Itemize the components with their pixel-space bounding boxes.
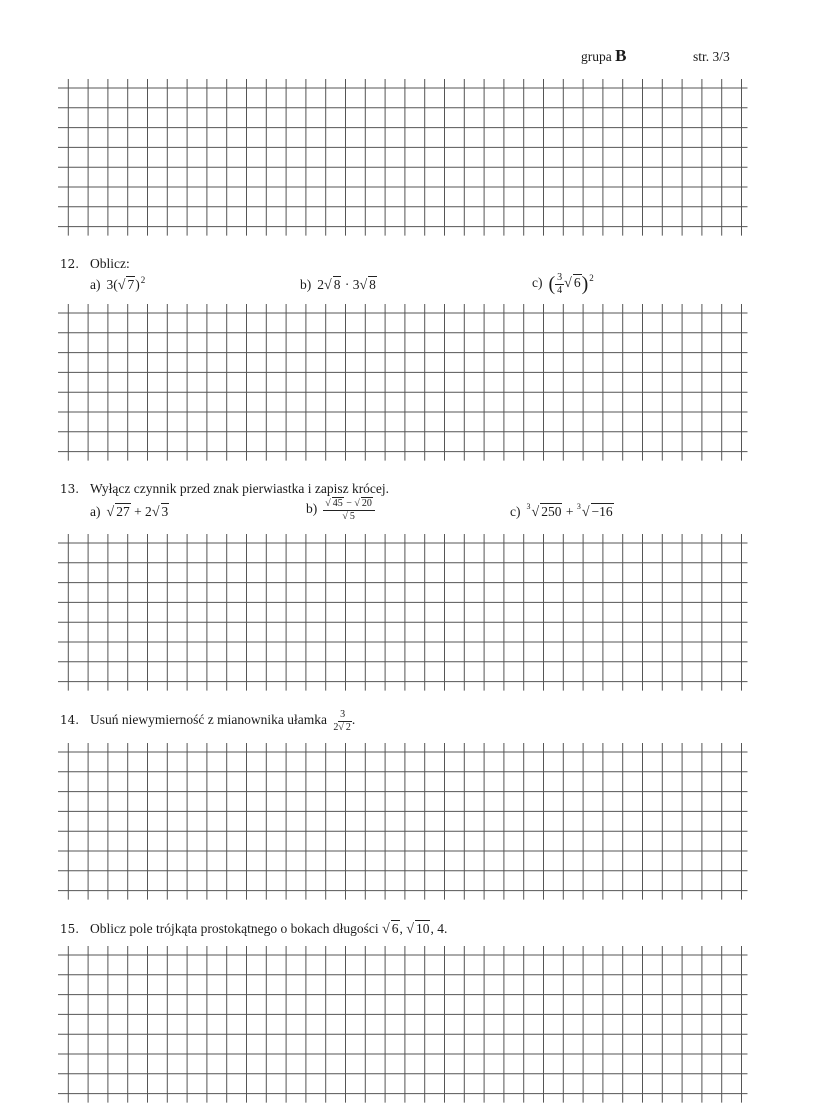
radicand: 27 <box>116 504 130 519</box>
sqrt-icon: √ <box>106 505 115 520</box>
expr-part: , 4. <box>430 921 448 936</box>
exponent: 2 <box>140 275 146 285</box>
sqrt-icon: √ <box>342 510 348 522</box>
item-label: b) <box>300 277 312 292</box>
sqrt-icon: √ <box>354 498 360 509</box>
question-14 <box>60 709 355 733</box>
q13-item-a <box>90 504 169 522</box>
denominator <box>333 722 352 734</box>
numerator: 3 <box>340 709 346 720</box>
radicand: 8 <box>369 277 376 292</box>
radicand: 6 <box>391 921 399 936</box>
group-letter: B <box>615 46 627 65</box>
expr-part: ( <box>548 273 556 296</box>
sqrt-icon: √ <box>325 498 331 509</box>
question-number: 13. <box>60 482 80 496</box>
item-label: c) <box>532 275 543 291</box>
expr-part: + <box>562 504 577 519</box>
radicand: 10 <box>415 921 430 936</box>
expr-part: 3 <box>352 277 360 292</box>
expr-part: 2 <box>333 721 339 733</box>
radicand: 7 <box>127 277 135 292</box>
expr-part: ) <box>581 273 589 296</box>
cube-root-icon: √ <box>581 505 590 520</box>
q12-item-a <box>90 277 145 295</box>
question-number: 15. <box>60 922 80 936</box>
radicand: 5 <box>349 510 355 522</box>
radicand: 45 <box>332 498 343 509</box>
question-text: Oblicz pole trójkąta prostokątnego o bokach długości <box>90 921 379 936</box>
radicand: 3 <box>161 504 169 519</box>
sqrt-icon: √ <box>564 276 572 292</box>
page-number: str. 3/3 <box>693 49 730 64</box>
numerator: 3 <box>557 272 563 283</box>
expr-part: , <box>399 921 403 936</box>
radicand: −16 <box>591 504 613 519</box>
root-index: 3 <box>576 502 581 511</box>
fraction <box>323 498 375 522</box>
expr-part: · <box>341 277 353 292</box>
question-number: 12. <box>60 257 80 271</box>
q12-item-c <box>532 272 594 296</box>
q13-item-c <box>510 504 614 522</box>
group-label: grupa <box>581 49 612 64</box>
root-index: 3 <box>526 502 531 511</box>
sqrt-icon: √ <box>406 922 414 937</box>
sqrt-icon: √ <box>117 278 126 293</box>
question-13 <box>60 481 389 497</box>
expr-part: . <box>351 712 356 728</box>
item-label: b) <box>306 501 318 517</box>
denominator: 4 <box>557 284 563 296</box>
question-text: Oblicz: <box>90 256 130 271</box>
radicand: 8 <box>333 277 341 292</box>
cube-root-icon: √ <box>531 505 540 520</box>
numerator <box>323 498 375 511</box>
expr-part: ) <box>135 277 140 292</box>
question-15 <box>60 921 447 939</box>
item-label: a) <box>90 277 101 292</box>
fraction <box>333 709 352 733</box>
radicand: 20 <box>361 498 372 509</box>
sqrt-icon: √ <box>338 721 344 733</box>
exponent: 2 <box>589 273 594 284</box>
question-text: Usuń niewymierność z mianownika ułamka <box>90 712 327 728</box>
question-number: 14. <box>60 713 80 728</box>
denominator <box>342 511 356 523</box>
q13-item-b <box>306 498 375 522</box>
expr-part: 3( <box>106 277 118 292</box>
radicand: 2 <box>345 721 351 733</box>
expr-part: + 2 <box>130 504 152 519</box>
sqrt-icon: √ <box>359 278 368 293</box>
radicand: 250 <box>541 504 562 519</box>
q12-item-b <box>300 277 377 295</box>
sqrt-icon: √ <box>151 505 160 520</box>
item-label: c) <box>510 504 521 519</box>
question-12 <box>60 256 130 272</box>
expr-part: − <box>343 498 355 509</box>
question-text: Wyłącz czynnik przed znak pierwiastka i zapisz krócej. <box>90 481 390 496</box>
fraction <box>555 272 564 296</box>
sqrt-icon: √ <box>324 278 332 293</box>
radicand: 6 <box>573 275 581 291</box>
sqrt-icon: √ <box>382 922 390 937</box>
expr-part: 2 <box>317 277 324 292</box>
item-label: a) <box>90 504 101 519</box>
